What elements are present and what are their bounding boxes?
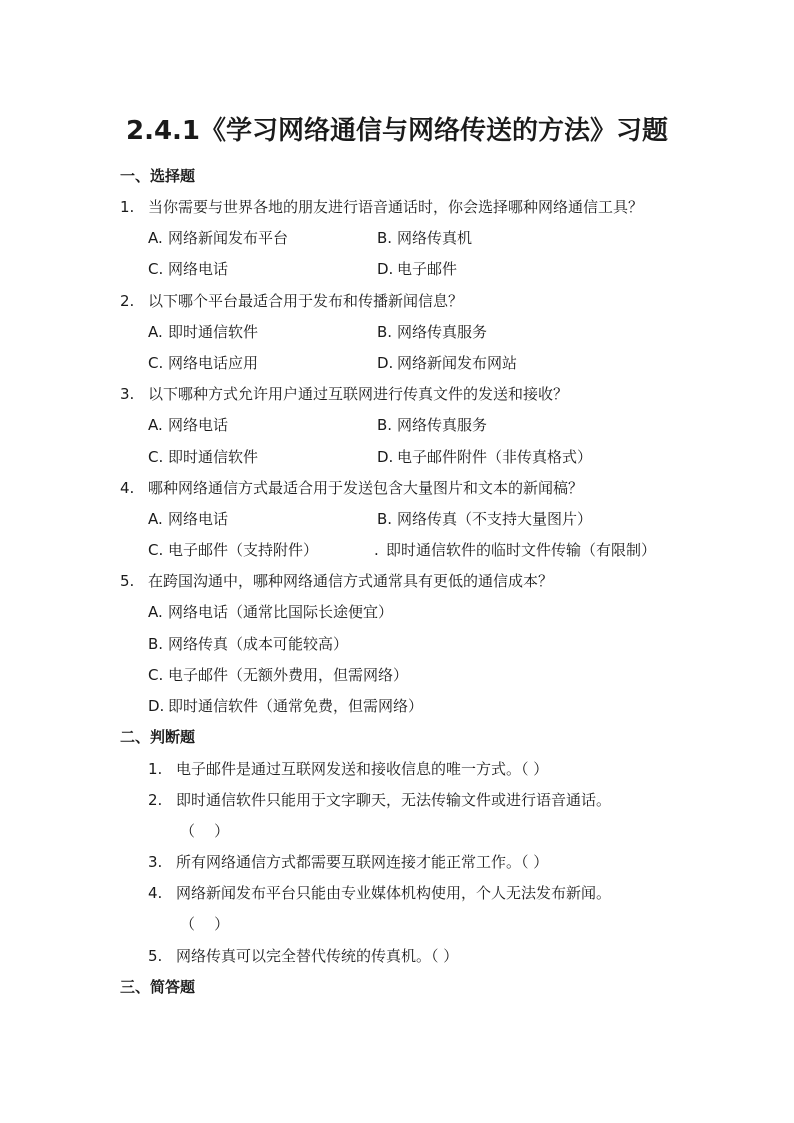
option-text: 电子邮件附件（非传真格式）: [397, 448, 593, 466]
option-text: 即时通信软件（通常免费，但需网络）: [168, 697, 424, 715]
option-key: B.: [377, 510, 393, 528]
option-4c: [148, 539, 318, 560]
question-text: 以下哪个平台最适合用于发布和传播新闻信息？: [148, 292, 464, 310]
option-key: C.: [148, 666, 164, 684]
option-key: B.: [377, 323, 393, 341]
option-text: 网络新闻发布平台: [168, 229, 289, 247]
option-4d: [374, 539, 656, 560]
judgment-4-blank: （ ）: [180, 915, 230, 933]
option-1d: [377, 258, 457, 279]
option-key: D.: [377, 354, 394, 372]
question-text: 哪种网络通信方式最适合用于发送包含大量图片和文本的新闻稿？: [148, 479, 584, 497]
question-4: [120, 477, 583, 498]
option-3b: [377, 414, 487, 435]
question-number: 5.: [120, 572, 135, 590]
option-5d: [148, 695, 423, 716]
judgment-number: 5.: [148, 947, 163, 965]
option-2c: [148, 352, 258, 373]
option-text: 电子邮件: [397, 260, 458, 278]
judgment-text: 所有网络通信方式都需要互联网连接才能正常工作。（ ）: [176, 853, 549, 871]
question-3: [120, 383, 568, 404]
option-text: 网络新闻发布网站: [397, 354, 518, 372]
option-5c: [148, 664, 408, 685]
question-text: 在跨国沟通中，哪种网络通信方式通常具有更低的通信成本？: [148, 572, 554, 590]
option-text: 电子邮件（支持附件）: [168, 541, 319, 559]
option-5a: [148, 601, 393, 622]
option-1a: [148, 227, 288, 248]
option-key: A.: [148, 603, 163, 621]
option-text: 即时通信软件的临时文件传输（有限制）: [386, 541, 657, 559]
option-key: D.: [377, 260, 394, 278]
question-text: 当你需要与世界各地的朋友进行语音通话时，你会选择哪种网络通信工具？: [148, 198, 644, 216]
option-text: 电子邮件（无额外费用，但需网络）: [168, 666, 409, 684]
option-4a: [148, 508, 228, 529]
option-key: C.: [148, 354, 164, 372]
option-1b: [377, 227, 472, 248]
question-text: 以下哪种方式允许用户通过互联网进行传真文件的发送和接收？: [148, 385, 569, 403]
judgment-number: 2.: [148, 791, 163, 809]
question-number: 4.: [120, 479, 135, 497]
option-4b: [377, 508, 592, 529]
question-5: [120, 570, 553, 591]
question-2: [120, 290, 463, 311]
question-number: 3.: [120, 385, 135, 403]
option-key: A.: [148, 510, 163, 528]
option-1c: [148, 258, 228, 279]
option-text: 即时通信软件: [168, 448, 259, 466]
option-5b: [148, 633, 348, 654]
option-text: 网络传真服务: [397, 416, 488, 434]
option-3d: [377, 446, 592, 467]
option-key: .: [374, 541, 379, 559]
judgment-text: 即时通信软件只能用于文字聊天，无法传输文件或进行语音通话。: [176, 791, 612, 809]
option-text: 网络电话（通常比国际长途便宜）: [168, 603, 394, 621]
option-text: 即时通信软件: [168, 323, 259, 341]
judgment-4: [148, 882, 611, 903]
option-text: 网络电话应用: [168, 354, 259, 372]
option-key: C.: [148, 541, 164, 559]
option-text: 网络传真（不支持大量图片）: [397, 510, 593, 528]
judgment-text: 电子邮件是通过互联网发送和接收信息的唯一方式。（ ）: [176, 760, 549, 778]
section-heading-choice: 一、选择题: [120, 167, 196, 185]
option-key: A.: [148, 229, 163, 247]
document-title: 2.4.1《学习网络通信与网络传送的方法》习题: [125, 116, 669, 146]
option-text: 网络传真（成本可能较高）: [168, 635, 349, 653]
question-number: 2.: [120, 292, 135, 310]
judgment-text: 网络新闻发布平台只能由专业媒体机构使用，个人无法发布新闻。: [176, 884, 612, 902]
judgment-5: [148, 945, 458, 966]
judgment-3: [148, 851, 548, 872]
judgment-text: 网络传真可以完全替代传统的传真机。（ ）: [176, 947, 459, 965]
option-key: C.: [148, 448, 164, 466]
option-3c: [148, 446, 258, 467]
option-key: D.: [377, 448, 394, 466]
option-2d: [377, 352, 517, 373]
judgment-number: 4.: [148, 884, 163, 902]
option-2a: [148, 321, 258, 342]
section-heading-short: 三、简答题: [120, 978, 196, 996]
option-text: 网络电话: [168, 416, 229, 434]
question-number: 1.: [120, 198, 135, 216]
judgment-2-blank: （ ）: [180, 822, 230, 840]
judgment-2: [148, 789, 611, 810]
option-key: D.: [148, 697, 165, 715]
option-3a: [148, 414, 228, 435]
option-key: B.: [377, 229, 393, 247]
judgment-number: 3.: [148, 853, 163, 871]
option-text: 网络传真机: [397, 229, 473, 247]
option-key: A.: [148, 416, 163, 434]
judgment-1: [148, 758, 548, 779]
option-2b: [377, 321, 487, 342]
option-key: C.: [148, 260, 164, 278]
judgment-number: 1.: [148, 760, 163, 778]
option-text: 网络电话: [168, 510, 229, 528]
option-key: B.: [148, 635, 164, 653]
option-key: A.: [148, 323, 163, 341]
question-1: [120, 196, 643, 217]
option-text: 网络传真服务: [397, 323, 488, 341]
section-heading-judge: 二、判断题: [120, 728, 196, 746]
option-key: B.: [377, 416, 393, 434]
option-text: 网络电话: [168, 260, 229, 278]
